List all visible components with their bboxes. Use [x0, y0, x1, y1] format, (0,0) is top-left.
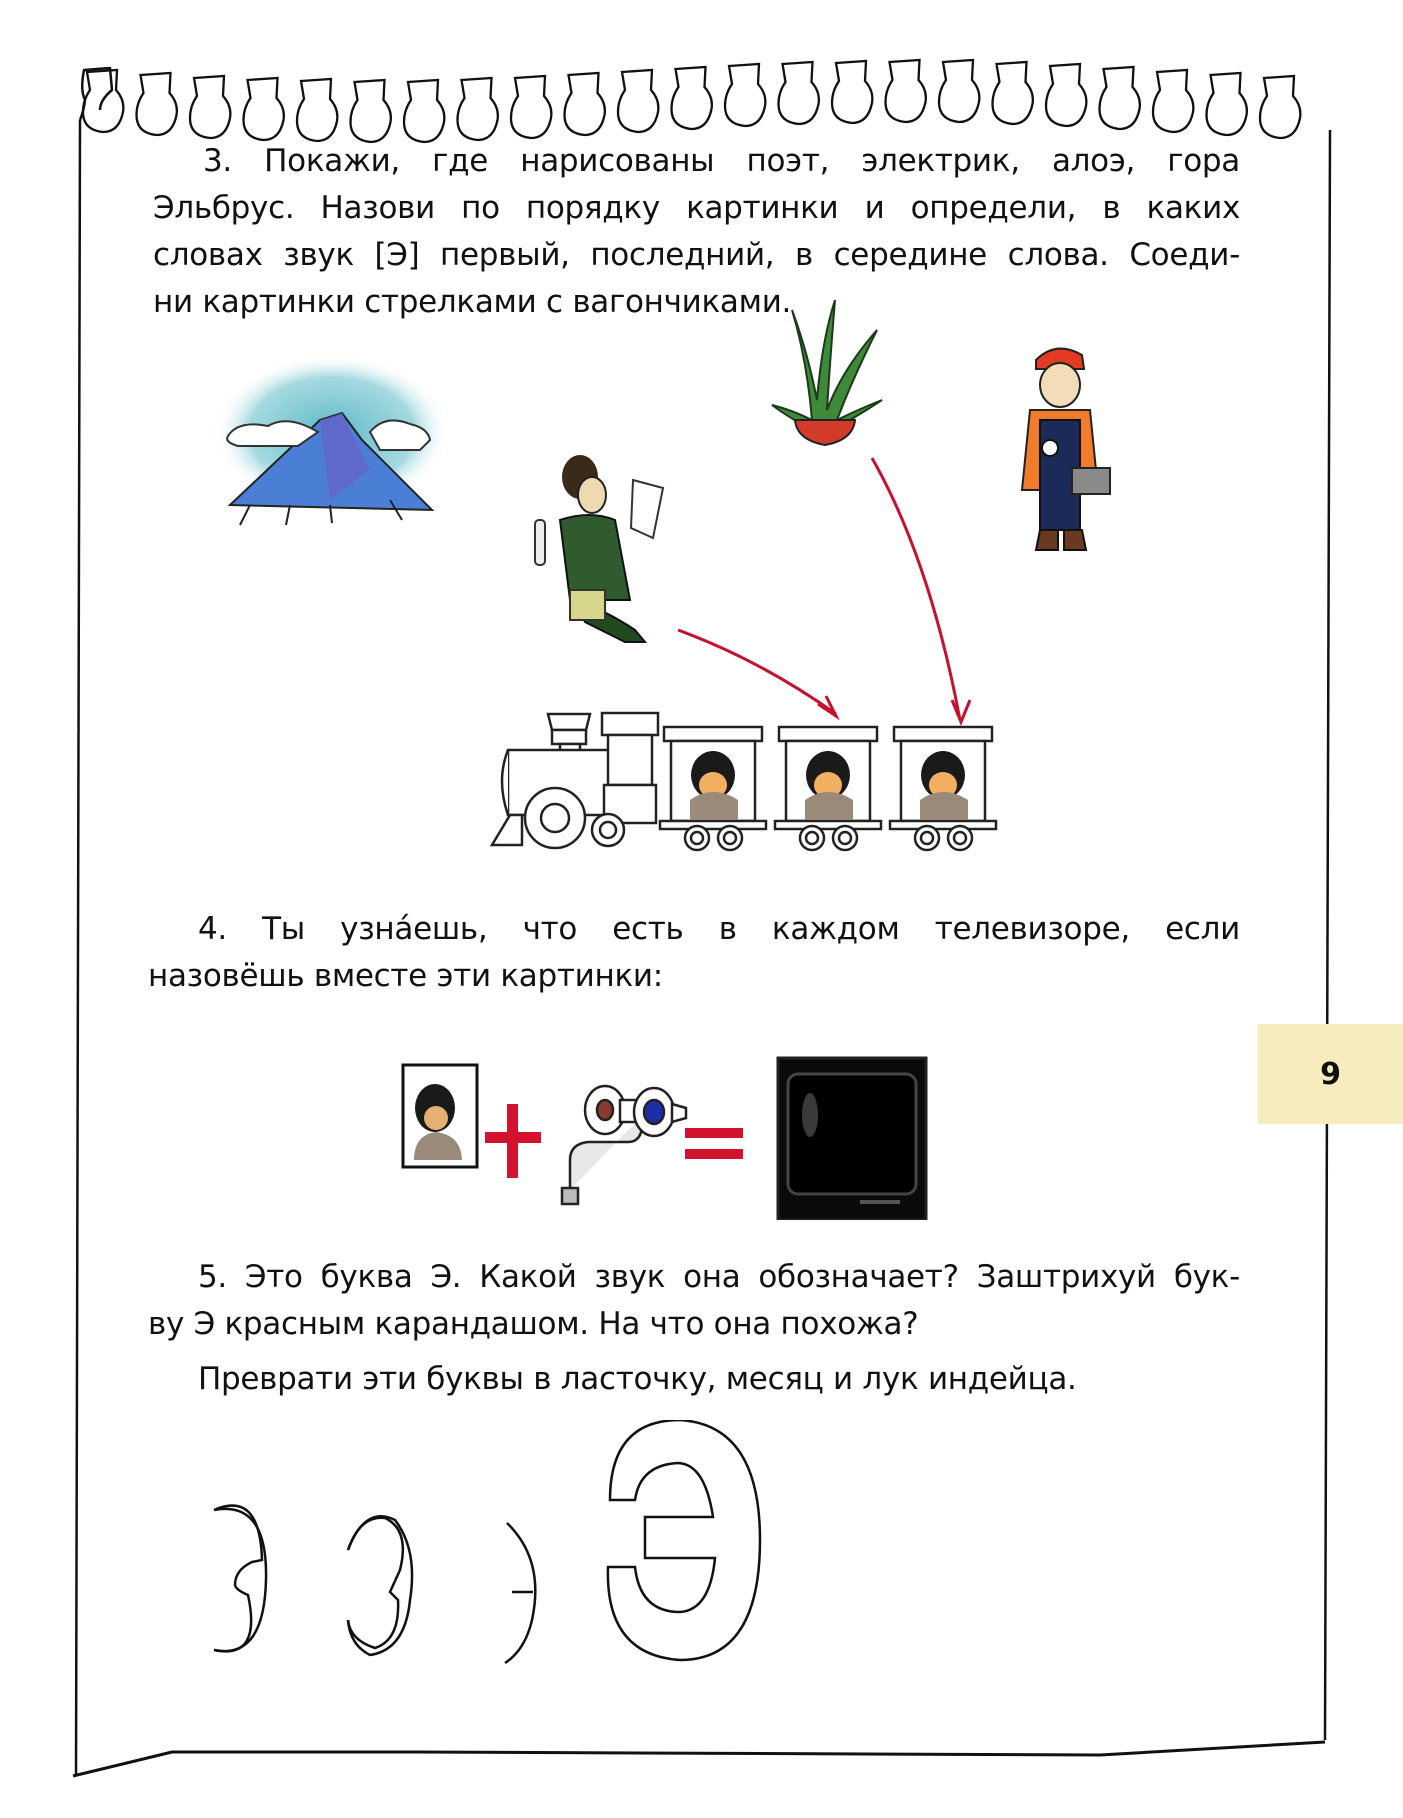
wagon-3[interactable]	[890, 727, 996, 850]
crescent-swallow-shape[interactable]	[214, 1506, 266, 1652]
locomotive	[492, 713, 658, 848]
task-3-line-3: словах звук [Э] первый, последний, в середине слова. Соеди-	[153, 237, 1240, 273]
page-number-tab	[1258, 1024, 1403, 1124]
aloe-picture[interactable]	[772, 300, 882, 445]
task-3-illustrations	[0, 0, 1403, 900]
electrician-picture[interactable]	[1022, 349, 1110, 550]
arrow-poet-to-wagon-2	[678, 630, 836, 714]
letter-e-outline[interactable]	[608, 1420, 760, 1660]
bow-arc-shape[interactable]	[505, 1523, 535, 1663]
task-5-text	[148, 1254, 1240, 1403]
task-5-instruction: Преврати эти буквы в ласточку, месяц и лук индейца.	[198, 1361, 1077, 1397]
task-3-line-2: Эльбрус. Назови по порядку картинки и определи, в каких	[153, 190, 1240, 226]
task-5-line-2: ву Э красным карандашом. На что она похожа?	[148, 1306, 919, 1342]
arrow-aloe-to-wagon-3	[872, 458, 960, 720]
tv-screen-picture[interactable]	[778, 1058, 926, 1220]
task-4-line-1: 4. Ты узна́ешь, что есть в каждом телевизоре, если	[198, 911, 1240, 947]
task-4-line-2: назовёшь вместе эти картинки:	[148, 958, 663, 994]
task-5-line-1: 5. Это буква Э. Какой звук она обозначает? Заштрихуй бук-	[198, 1259, 1240, 1295]
task-4-equation	[390, 1040, 1110, 1220]
task-3-line-4: ни картинки стрелками с вагончиками.	[153, 284, 792, 320]
tap-with-binoculars-picture[interactable]	[562, 1086, 686, 1204]
equals-sign	[685, 1128, 743, 1159]
mountain-elbrus-picture[interactable]	[214, 354, 450, 525]
connection-arrows	[678, 458, 970, 722]
plus-sign	[485, 1104, 541, 1178]
task-3-line-1: 3. Покажи, где нарисованы поэт, электрик, алоэ, гора	[203, 143, 1240, 179]
wagon-2[interactable]	[775, 727, 881, 850]
page-number: 9	[1320, 1056, 1341, 1092]
girl-picture[interactable]	[403, 1065, 477, 1167]
poet-picture[interactable]	[535, 455, 663, 642]
crescent-moon-shape[interactable]	[348, 1516, 412, 1655]
task-4-text	[148, 906, 1240, 1000]
train-picture	[492, 713, 996, 850]
task-5-shapes	[200, 1420, 1260, 1680]
wagon-1[interactable]	[660, 727, 766, 850]
